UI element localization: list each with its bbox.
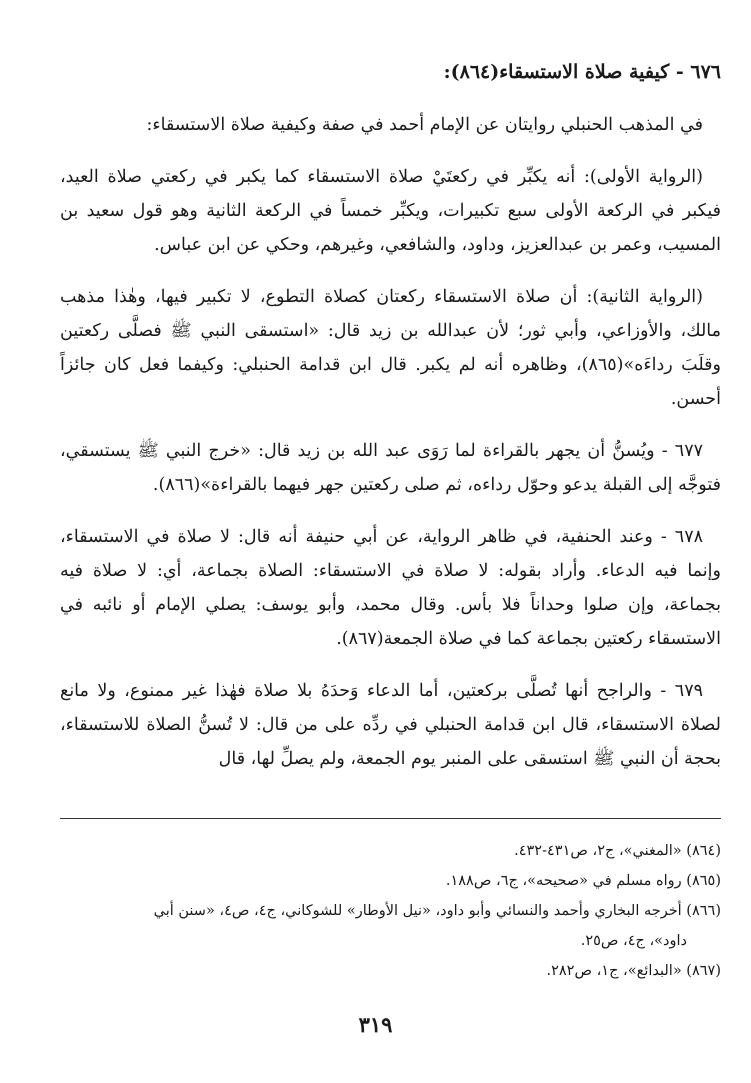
footnote-866: (٨٦٦) أخرجه البخاري وأحمد والنسائي وأبو داود، «نيل الأوطار» للشوكاني، ج٤، ص٤، «سنن أبي bbox=[153, 903, 721, 919]
paragraph-second-narration: (الرواية الثانية): أن صلاة الاستسقاء ركعتان كصلاة التطوع، لا تكبير فيها، وهٰذا مذهب مالك، والأوزاعي، وأبي ثور؛ لأن عبدالله بن زيد قال: «استسقى النبي ﷺ فصلَّى ركعتين وقلَبَ رداءَه»(٨٦٥)، وظاهره أنه لم يكبر. قال ابن قدامة الحنبلي: وكيفما فعل كان جائزاً أحسن. bbox=[60, 287, 721, 409]
section-heading: ٦٧٦ - كيفية صلاة الاستسقاء(٨٦٤): bbox=[443, 61, 721, 83]
footnote-864: (٨٦٤) «المغني»، ج٢، ص٤٣١-٤٣٢. bbox=[514, 843, 721, 859]
paragraph-678: ٦٧٨ - وعند الحنفية، في ظاهر الرواية، عن أبي حنيفة أنه قال: لا صلاة في الاستسقاء، وإنما فيه الدعاء. وأراد بقوله: لا صلاة في الاستسقاء: الصلاة بجماعة، أي: لا صلاة فيه بجماعة، وإن صلوا وحداناً فلا بأس. وقال محمد، وأبو يوسف: يصلي الإمام أو نائبه في الاستسقاء ركعتين بجماعة كما في صلاة الجمعة(٨٦٧). bbox=[60, 527, 721, 649]
paragraph-677: ٦٧٧ - ويُسنُّ أن يجهر بالقراءة لما رَوَى عبد الله بن زيد قال: «خرج النبي ﷺ يستسقي، فتوجَّه إلى القبلة يدعو وحوّل رداءه، ثم صلى ركعتين جهر فيهما بالقراءة»(٨٦٦). bbox=[60, 441, 721, 495]
page-number: ٣١٩ bbox=[358, 1012, 393, 1037]
page-body bbox=[60, 58, 721, 776]
footnote-866-continued: داود»، ج٤، ص٢٥. bbox=[580, 933, 687, 949]
paragraph-679: ٦٧٩ - والراجح أنها تُصلَّى بركعتين، أما الدعاء وَحدَهُ بلا صلاة فهٰذا غير ممنوع، ولا مانع لصلاة الاستسقاء، قال ابن قدامة الحنبلي في ردِّه على من قال: لا تُسنُّ الصلاة للاستسقاء، بحجة أن النبي ﷺ استسقى على المنبر يوم الجمعة، ولم يصلِّ لها، قال bbox=[60, 681, 721, 769]
footnotes bbox=[60, 836, 721, 986]
footnote-865: (٨٦٥) رواه مسلم في «صحيحه»، ج٦، ص١٨٨. bbox=[445, 873, 721, 889]
paragraph-intro: في المذهب الحنبلي روايتان عن الإمام أحمد في صفة وكيفية صلاة الاستسقاء: bbox=[146, 115, 703, 135]
footnote-867: (٨٦٧) «البدائع»، ج١، ص٢٨٢. bbox=[546, 963, 721, 979]
paragraph-first-narration: (الرواية الأولى): أنه يكبِّر في ركعتَيْ صلاة الاستسقاء كما يكبر في ركعتي صلاة العيد، فيكبر في الركعة الأولى سبع تكبيرات، ويكبِّر خمساً في الركعة الثانية وهو قول سعيد بن المسيب، وعمر بن عبدالعزيز، وداود، والشافعي، وغيرهم، وحكي عن ابن عباس. bbox=[60, 167, 721, 255]
footnote-divider bbox=[60, 818, 721, 819]
